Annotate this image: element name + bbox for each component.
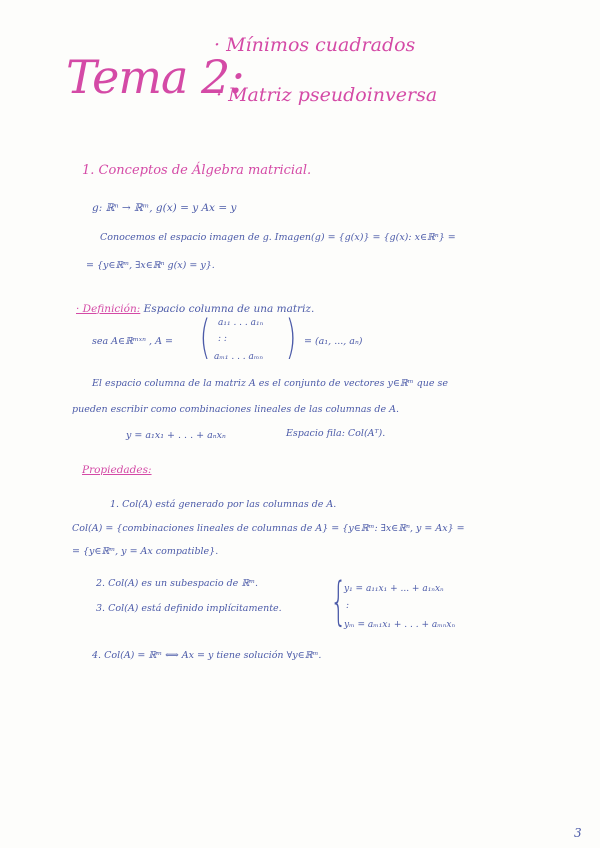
right-paren: )	[285, 310, 297, 364]
property-2: 2. Col(A) es un subespacio de ℝᵐ.	[96, 578, 259, 589]
matrix-row-2: : :	[218, 334, 227, 344]
map-definition: g: ℝⁿ → ℝᵐ, g(x) = y Ax = y	[92, 202, 237, 214]
definition-keyword: · Definición:	[76, 303, 141, 315]
section-heading: 1. Conceptos de Álgebra matricial.	[82, 163, 312, 178]
linear-combination: y = a₁x₁ + . . . + aₙxₙ	[126, 430, 226, 441]
topic-least-squares: · Mínimos cuadrados	[214, 34, 416, 56]
matrix-intro: sea A∈ℝᵐˣⁿ , A =	[92, 336, 173, 347]
property-1-line3: = {y∈ℝᵐ, y = Ax compatible}.	[72, 546, 219, 557]
property-1: 1. Col(A) está generado por las columnas de A.	[110, 499, 337, 510]
matrix-columns: = (a₁, ..., aₙ)	[304, 336, 363, 347]
system-row-2: :	[346, 601, 350, 611]
definition-label	[76, 303, 314, 315]
page-title: Tema 2:	[66, 50, 244, 104]
properties-heading: Propiedades:	[82, 464, 152, 476]
property-1-line2: Col(A) = {combinaciones lineales de columnas de A} = {y∈ℝᵐ: ∃x∈ℝⁿ, y = Ax} =	[72, 523, 465, 534]
topic-pseudoinverse: · Matriz pseudoinversa	[216, 84, 438, 106]
definition-line2: pueden escribir como combinaciones lineales de las columnas de A.	[72, 404, 400, 415]
left-paren: (	[199, 310, 211, 364]
property-3: 3. Col(A) está definido implícitamente.	[96, 603, 282, 614]
matrix-row-1: a₁₁ . . . a₁ₙ	[218, 318, 264, 328]
system-row-3: yₘ = aₘ₁x₁ + . . . + aₘₙxₙ	[344, 620, 456, 630]
page-number: 3	[574, 826, 582, 840]
row-space: Espacio fila: Col(Aᵀ).	[286, 428, 386, 439]
definition-text: Espacio columna de una matriz.	[143, 303, 315, 315]
property-4: 4. Col(A) = ℝᵐ ⟺ Ax = y tiene solución ∀y∈ℝᵐ.	[92, 650, 322, 661]
image-text-line2: = {y∈ℝᵐ, ∃x∈ℝⁿ g(x) = y}.	[86, 260, 215, 271]
system-row-1: y₁ = a₁₁x₁ + ... + a₁ₙxₙ	[344, 584, 444, 594]
definition-line1: El espacio columna de la matriz A es el conjunto de vectores y∈ℝᵐ que se	[92, 378, 448, 389]
image-text-line1: Conocemos el espacio imagen de g. Imagen(g) = {g(x)} = {g(x): x∈ℝⁿ} =	[100, 232, 456, 243]
matrix-row-3: aₘ₁ . . . aₘₙ	[214, 352, 264, 362]
system-brace: {	[330, 572, 347, 632]
